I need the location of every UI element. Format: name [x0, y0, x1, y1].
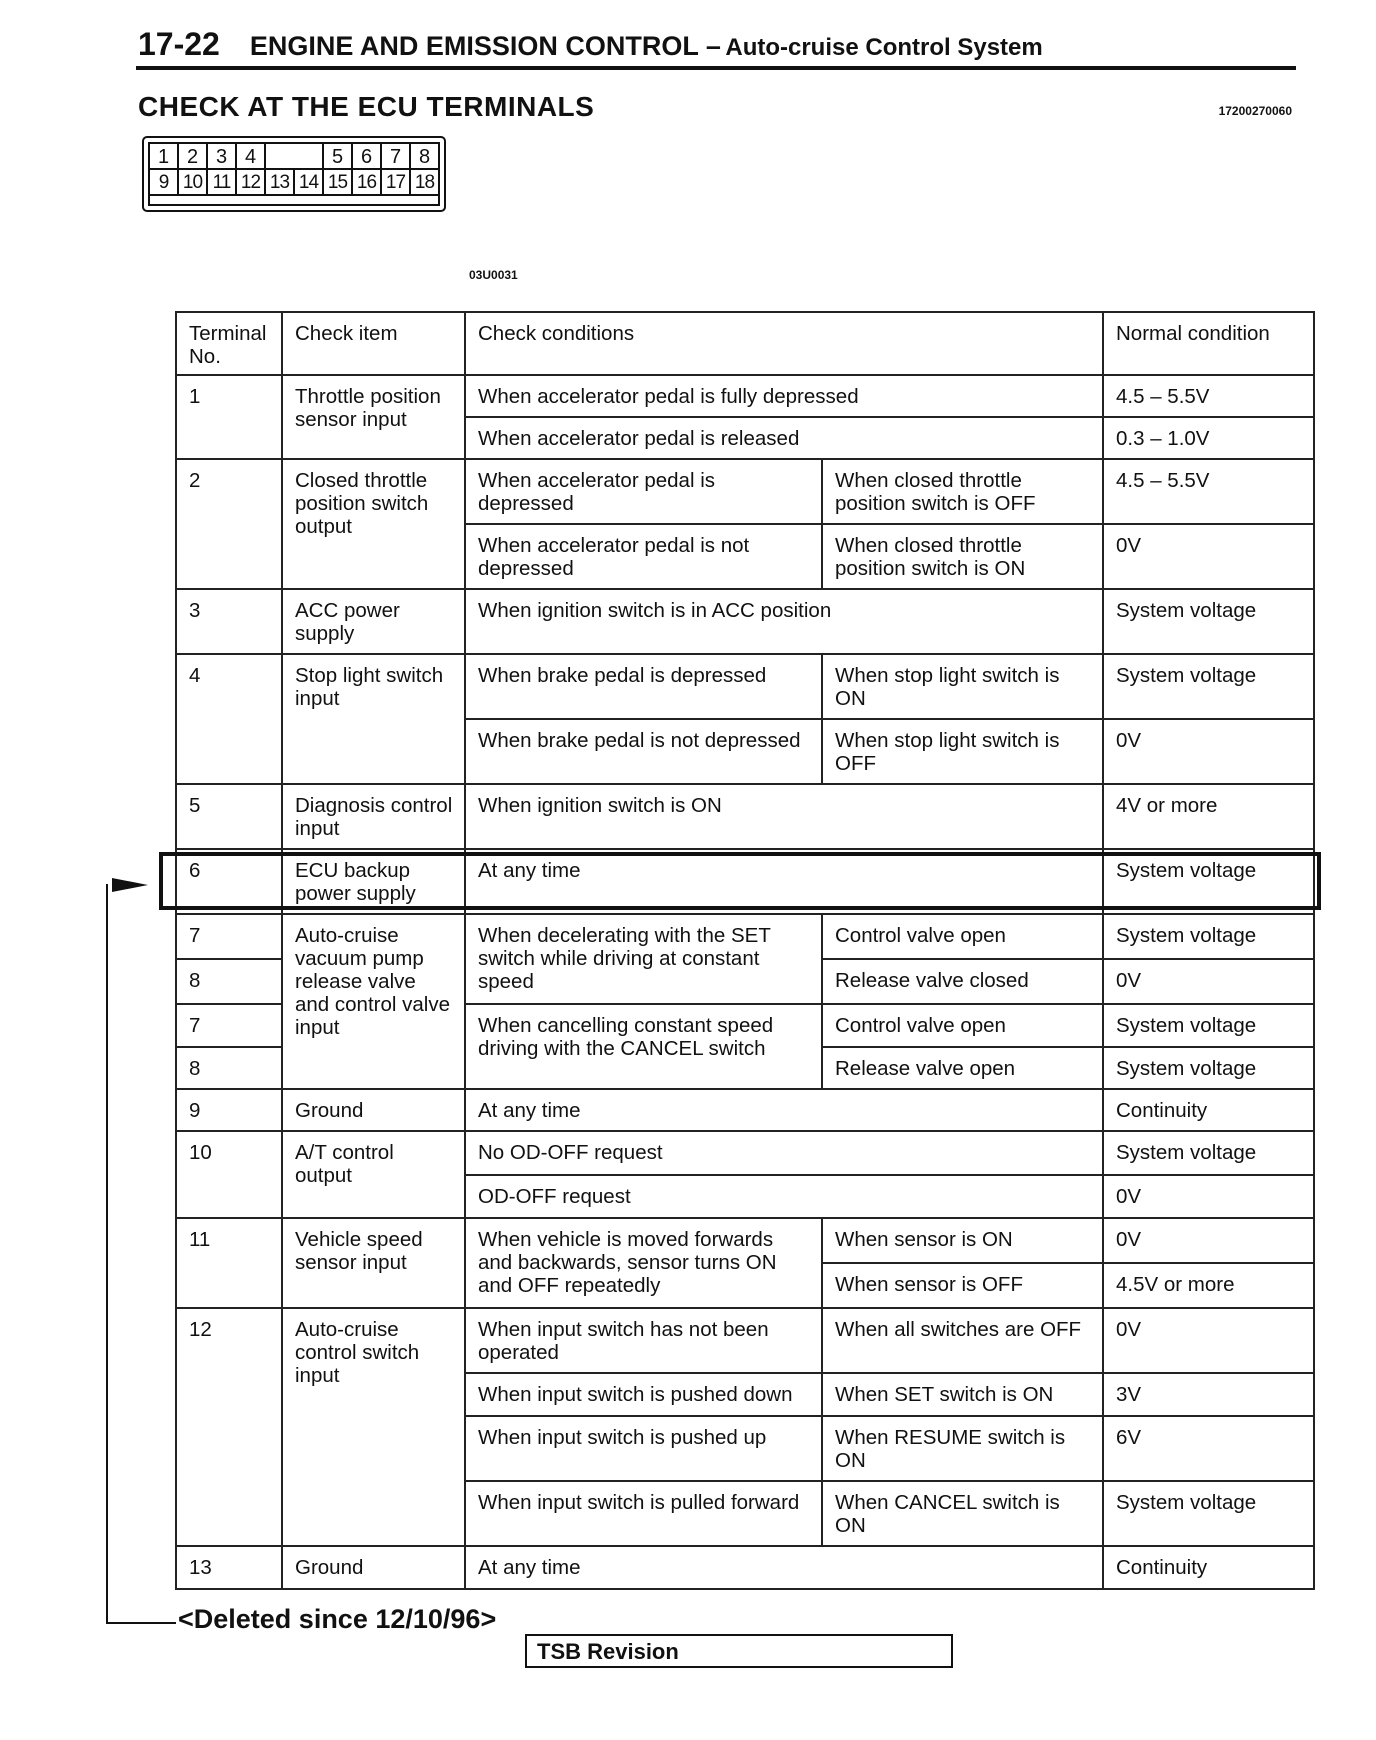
check-condition: When decelerating with the SET switch while driving at constant speed [465, 914, 822, 1004]
connector-pin: 4 [237, 144, 266, 170]
terminal-no: 3 [176, 589, 282, 654]
connector-pin: 5 [324, 144, 353, 170]
check-condition: When input switch has not been operated [465, 1308, 822, 1373]
check-item: A/T control output [282, 1131, 465, 1218]
check-sub-condition: When RESUME switch is ON [822, 1416, 1103, 1481]
check-condition: No OD-OFF request [465, 1131, 1103, 1175]
connector-pin: 1 [150, 144, 179, 170]
check-sub-condition: When closed throttle position switch is ON [822, 524, 1103, 589]
connector-pin: 12 [237, 170, 266, 196]
normal-condition: System voltage [1103, 849, 1314, 914]
check-item: Throttle position sensor input [282, 375, 465, 459]
normal-condition: 0V [1103, 719, 1314, 784]
check-item: Stop light switch input [282, 654, 465, 784]
revision-bracket-foot [106, 1622, 176, 1624]
normal-condition: System voltage [1103, 1481, 1314, 1546]
header-terminal: Terminal No. [176, 312, 282, 375]
figure-code: 03U0031 [469, 268, 518, 282]
normal-condition: 4.5V or more [1103, 1263, 1314, 1308]
table-row [176, 914, 1314, 959]
check-item: Diagnosis control input [282, 784, 465, 849]
terminal-no: 7 [176, 914, 282, 959]
check-sub-condition: When sensor is OFF [822, 1263, 1103, 1308]
check-item: Closed throttle position switch output [282, 459, 465, 589]
normal-condition: System voltage [1103, 654, 1314, 719]
check-item: Vehicle speed sensor input [282, 1218, 465, 1308]
doc-code: 17200270060 [1218, 104, 1292, 118]
table-row [176, 1308, 1314, 1373]
section-title: CHECK AT THE ECU TERMINALS [138, 91, 595, 122]
check-sub-condition: When all switches are OFF [822, 1308, 1103, 1373]
normal-condition: System voltage [1103, 589, 1314, 654]
check-condition: When cancelling constant speed driving with the CANCEL switch [465, 1004, 822, 1089]
normal-condition: Continuity [1103, 1089, 1314, 1131]
normal-condition: 4V or more [1103, 784, 1314, 849]
terminal-table [175, 311, 1315, 1590]
table-row [176, 1131, 1314, 1175]
check-sub-condition: Release valve closed [822, 959, 1103, 1004]
check-condition: When ignition switch is in ACC position [465, 589, 1103, 654]
terminal-no: 10 [176, 1131, 282, 1218]
header-item: Check item [282, 312, 465, 375]
connector-diagram [142, 136, 446, 212]
check-condition: When brake pedal is depressed [465, 654, 822, 719]
normal-condition: 0.3 – 1.0V [1103, 417, 1314, 459]
chapter-title: ENGINE AND EMISSION CONTROL – [249, 31, 721, 61]
connector-body [148, 142, 440, 206]
check-condition: At any time [465, 849, 1103, 914]
connector-pin: 8 [411, 144, 440, 170]
connector-pin: 15 [324, 170, 353, 196]
check-sub-condition: When stop light switch is OFF [822, 719, 1103, 784]
normal-condition: System voltage [1103, 914, 1314, 959]
connector-pin: 10 [179, 170, 208, 196]
check-condition: When vehicle is moved forwards and backwards, sensor turns ON and OFF repeatedly [465, 1218, 822, 1308]
check-condition: When brake pedal is not depressed [465, 719, 822, 784]
table-row [176, 1089, 1314, 1131]
normal-condition: 3V [1103, 1373, 1314, 1416]
terminal-no: 12 [176, 1308, 282, 1546]
check-condition: When accelerator pedal is not depressed [465, 524, 822, 589]
check-condition: When input switch is pulled forward [465, 1481, 822, 1546]
check-sub-condition: When sensor is ON [822, 1218, 1103, 1263]
table-row [176, 1546, 1314, 1589]
table-row [176, 589, 1314, 654]
check-sub-condition: When SET switch is ON [822, 1373, 1103, 1416]
normal-condition: Continuity [1103, 1546, 1314, 1589]
connector-pin: 17 [382, 170, 411, 196]
connector-pin: 14 [295, 170, 324, 196]
header-normal: Normal condition [1103, 312, 1314, 375]
terminal-no: 7 [176, 1004, 282, 1047]
check-condition: When input switch is pushed down [465, 1373, 822, 1416]
terminal-no: 4 [176, 654, 282, 784]
terminal-no: 8 [176, 1047, 282, 1089]
check-condition: At any time [465, 1546, 1103, 1589]
check-item: Auto-cruise control switch input [282, 1308, 465, 1546]
normal-condition: 4.5 – 5.5V [1103, 375, 1314, 417]
check-sub-condition: When closed throttle position switch is OFF [822, 459, 1103, 524]
terminal-no: 13 [176, 1546, 282, 1589]
revision-bracket-line [106, 884, 108, 1624]
table-row [176, 784, 1314, 849]
connector-pin: 13 [266, 170, 295, 196]
check-sub-condition: Control valve open [822, 914, 1103, 959]
table-header-row [176, 312, 1314, 375]
header-conditions: Check conditions [465, 312, 1103, 375]
connector-gap [266, 144, 324, 170]
normal-condition: 0V [1103, 1218, 1314, 1263]
table-row [176, 375, 1314, 417]
check-item: ACC power supply [282, 589, 465, 654]
page-header [138, 26, 1043, 63]
table-row [176, 654, 1314, 719]
terminal-no: 2 [176, 459, 282, 589]
check-condition: When accelerator pedal is depressed [465, 459, 822, 524]
normal-condition: System voltage [1103, 1004, 1314, 1047]
connector-pin: 16 [353, 170, 382, 196]
terminal-no: 6 [176, 849, 282, 914]
normal-condition: 0V [1103, 524, 1314, 589]
check-sub-condition: When stop light switch is ON [822, 654, 1103, 719]
connector-pin: 11 [208, 170, 237, 196]
check-sub-condition: Control valve open [822, 1004, 1103, 1047]
connector-pin: 7 [382, 144, 411, 170]
terminal-no: 1 [176, 375, 282, 459]
deleted-note: <Deleted since 12/10/96> [178, 1604, 497, 1634]
header-rule [136, 66, 1296, 70]
table-row [176, 1218, 1314, 1263]
arrow-right-icon [112, 878, 148, 892]
check-condition: When input switch is pushed up [465, 1416, 822, 1481]
check-condition: When ignition switch is ON [465, 784, 1103, 849]
check-condition: OD-OFF request [465, 1175, 1103, 1218]
check-item: ECU backup power supply [282, 849, 465, 914]
page-number: 17-22 [138, 26, 220, 62]
terminal-no: 11 [176, 1218, 282, 1308]
connector-pin: 6 [353, 144, 382, 170]
check-condition: When accelerator pedal is fully depressed [465, 375, 1103, 417]
normal-condition: 6V [1103, 1416, 1314, 1481]
normal-condition: 0V [1103, 959, 1314, 1004]
normal-condition: 0V [1103, 1308, 1314, 1373]
terminal-no: 9 [176, 1089, 282, 1131]
terminal-no: 8 [176, 959, 282, 1004]
check-sub-condition: Release valve open [822, 1047, 1103, 1089]
check-condition: When accelerator pedal is released [465, 417, 1103, 459]
connector-pin: 2 [179, 144, 208, 170]
check-item: Auto-cruise vacuum pump release valve and control valve input [282, 914, 465, 1089]
normal-condition: System voltage [1103, 1047, 1314, 1089]
normal-condition: 0V [1103, 1175, 1314, 1218]
terminal-no: 5 [176, 784, 282, 849]
chapter-subtitle: Auto-cruise Control System [725, 34, 1043, 61]
normal-condition: 4.5 – 5.5V [1103, 459, 1314, 524]
check-condition: At any time [465, 1089, 1103, 1131]
table-row [176, 459, 1314, 524]
connector-pin: 18 [411, 170, 440, 196]
check-item: Ground [282, 1089, 465, 1131]
connector-pin: 9 [150, 170, 179, 196]
highlight-box-terminal-6 [159, 852, 1321, 910]
tsb-revision-box: TSB Revision [525, 1634, 953, 1668]
connector-pin: 3 [208, 144, 237, 170]
check-item: Ground [282, 1546, 465, 1589]
check-sub-condition: When CANCEL switch is ON [822, 1481, 1103, 1546]
normal-condition: System voltage [1103, 1131, 1314, 1175]
